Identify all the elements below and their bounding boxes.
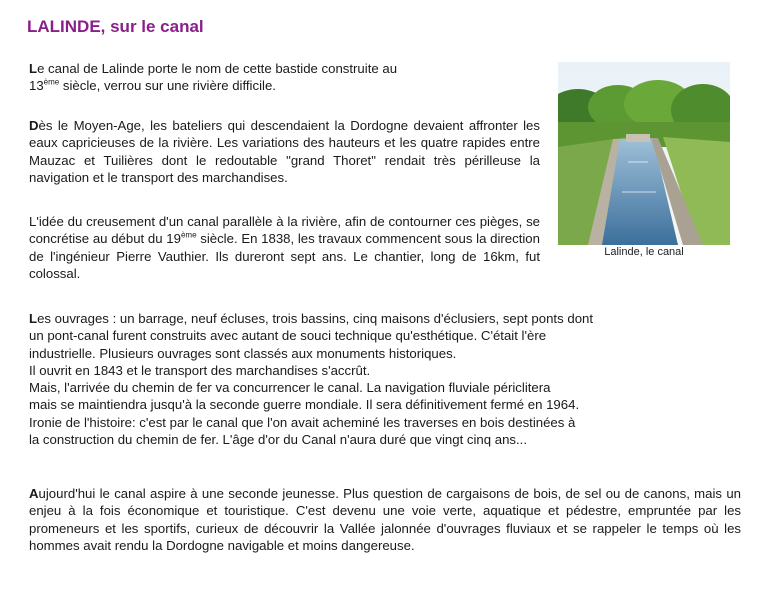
paragraph-text: siècle, verrou sur une rivière difficile. [59, 78, 276, 94]
canal-photo [558, 62, 730, 245]
paragraph-text: L'idée du creusement d'un canal parallèle à la rivière, afin de contourner ces pièges, se concrétise au début du 19 [29, 214, 540, 247]
paragraph-text: Ironie de l'histoire: c'est par le canal que l'on avait acheminé les traverses en bois destinées à [29, 414, 576, 430]
drop-letter: A [29, 486, 39, 501]
paragraph-text: siècle. En 1838, les travaux commencent sous la direction de l'ingénieur Pierre Vauthier. Ils dureront sept ans. Le chantier, long de 16km, fut colossal. [29, 231, 540, 281]
drop-letter: L [29, 61, 38, 76]
superscript: ème [180, 230, 197, 240]
paragraph-text: es ouvrages : un barrage, neuf écluses, trois bassins, cinq maisons d'éclusiers, sept ponts dont [37, 311, 594, 326]
paragraph-text: industrielle. Plusieurs ouvrages sont classés aux monuments historiques. [29, 345, 457, 361]
page-title: LALINDE, sur le canal [27, 17, 204, 36]
canal-photo-illustration [558, 62, 730, 245]
paragraph-text: e canal de Lalinde porte le nom de cette bastide construite au [37, 61, 398, 76]
paragraph-history [29, 117, 540, 186]
photo-caption: Lalinde, le canal [604, 246, 684, 258]
paragraph-intro [29, 60, 540, 95]
paragraph-construction [29, 213, 540, 282]
paragraph-text: 13 [29, 78, 44, 94]
paragraph-text: Mais, l'arrivée du chemin de fer va concurrencer le canal. La navigation fluviale périclitera [29, 380, 551, 396]
drop-letter: L [29, 311, 38, 326]
paragraph-text: ujourd'hui le canal aspire à une seconde jeunesse. Plus question de cargaisons de bois, de sel ou de canons, mais un enjeu à la fois économique et touristique. C'est devenu une voie verte, aquatique et pédestre, empruntée par les promeneurs et les sportifs, curieux de découvrir la Vallée jalonnée d'ouvrages fluviaux et se rappeler le temps où les hommes avait rendu la Dordogne navigable et moins dangereuse. [29, 486, 741, 553]
superscript: ème [43, 77, 60, 87]
paragraph-works [29, 310, 741, 448]
paragraph-today [29, 485, 741, 554]
paragraph-text: Il ouvrit en 1843 et le transport des marchandises s'accrût. [29, 362, 371, 378]
drop-letter: D [29, 118, 39, 133]
paragraph-text: ès le Moyen-Age, les bateliers qui descendaient la Dordogne devaient affronter les eaux capricieuses de la rivière. Les variations des hauteurs et les quatre rapides entre Mauzac et Tuilières dont le redoutable "grand Thoret" rendait très périlleuse la navigation et le transport des marchandises. [29, 118, 540, 185]
paragraph-text: un pont-canal furent construits avec autant de souci technique qu'esthétique. C'était l'ère [29, 328, 547, 344]
paragraph-text: mais se maintiendra jusqu'à la seconde guerre mondiale. Il sera définitivement fermé en 1964. [29, 397, 580, 413]
paragraph-text: la construction du chemin de fer. L'âge d'or du Canal n'aura duré que vingt cinq ans... [29, 432, 528, 448]
